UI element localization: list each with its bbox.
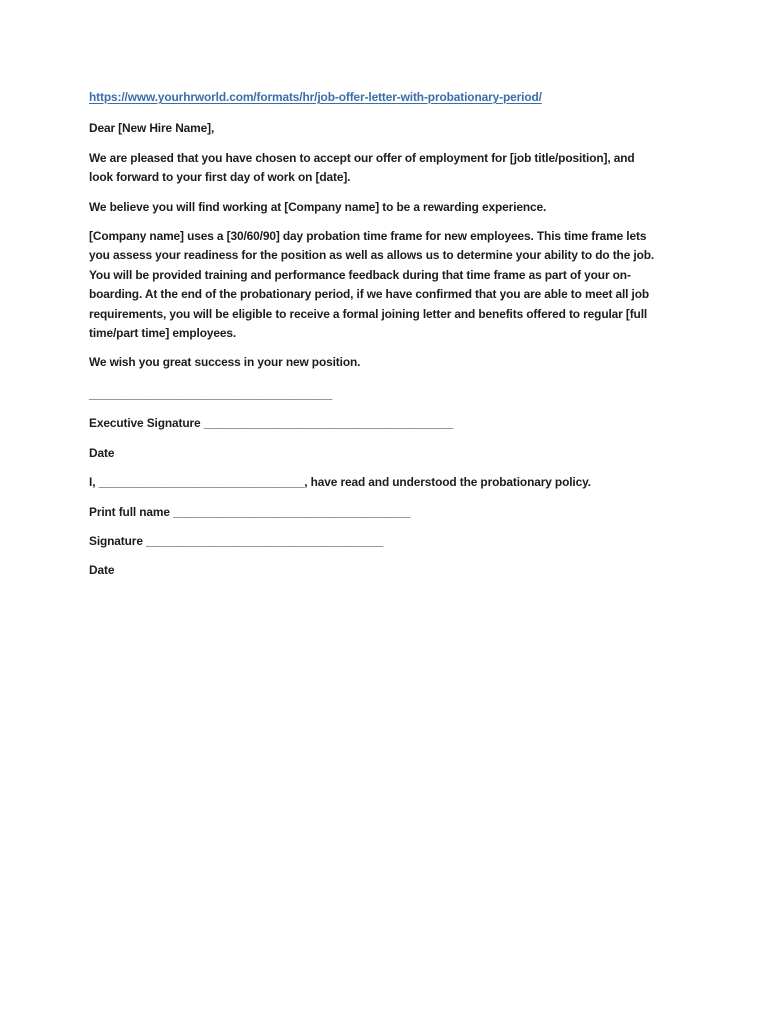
acknowledgement-name-blank[interactable]: _________________________________ bbox=[98, 475, 305, 490]
executive-signature-blank[interactable]: ________________________________________ bbox=[203, 416, 453, 431]
executive-signature-divider-rule bbox=[89, 385, 657, 404]
paragraph-rewarding-experience: We believe you will find working at [Company name] to be a rewarding experience. bbox=[89, 199, 547, 214]
employee-signature-label: Signature bbox=[89, 533, 147, 548]
acknowledgement-suffix: , have read and understood the probationary policy. bbox=[304, 475, 591, 490]
paragraph-good-wishes: We wish you great success in your new position. bbox=[89, 355, 361, 370]
executive-signature-label: Executive Signature bbox=[89, 416, 204, 431]
date-field-employee: Date bbox=[89, 563, 115, 578]
acknowledgement-statement bbox=[89, 473, 657, 492]
print-full-name-field bbox=[89, 503, 657, 522]
executive-signature-field bbox=[89, 414, 657, 433]
paragraph-offer-acceptance: We are pleased that you have chosen to accept our offer of employment for [job title/position], and look forward to your first day of work on [date]. bbox=[89, 150, 635, 185]
source-url-link[interactable]: https://www.yourhrworld.com/formats/hr/job-offer-letter-with-probationary-period/ bbox=[89, 90, 542, 104]
employee-signature-blank[interactable]: ______________________________________ bbox=[146, 533, 383, 548]
source-url-line bbox=[89, 88, 657, 107]
employee-signature-field bbox=[89, 532, 657, 551]
divider-underscores: _______________________________________ bbox=[89, 386, 333, 401]
print-full-name-blank[interactable]: ______________________________________ bbox=[173, 504, 410, 519]
document-body bbox=[89, 88, 681, 581]
acknowledgement-prefix: I, bbox=[89, 475, 99, 490]
print-full-name-label: Print full name bbox=[89, 504, 174, 519]
paragraph-probation-terms: [Company name] uses a [30/60/90] day probation time frame for new employees. This time frame lets you assess your readiness for the position as well as allows us to determine your ability to do the job. You will be provided training and performance feedback during that time frame as part of your on-boarding. At the end of the probationary period, if we have confirmed that you are able to meet all job requirements, you will be eligible to receive a formal joining letter and benefits offered to regular [full time/part time] employees. bbox=[89, 229, 655, 341]
date-field-executive: Date bbox=[89, 445, 115, 460]
salutation: Dear [New Hire Name], bbox=[89, 121, 215, 136]
